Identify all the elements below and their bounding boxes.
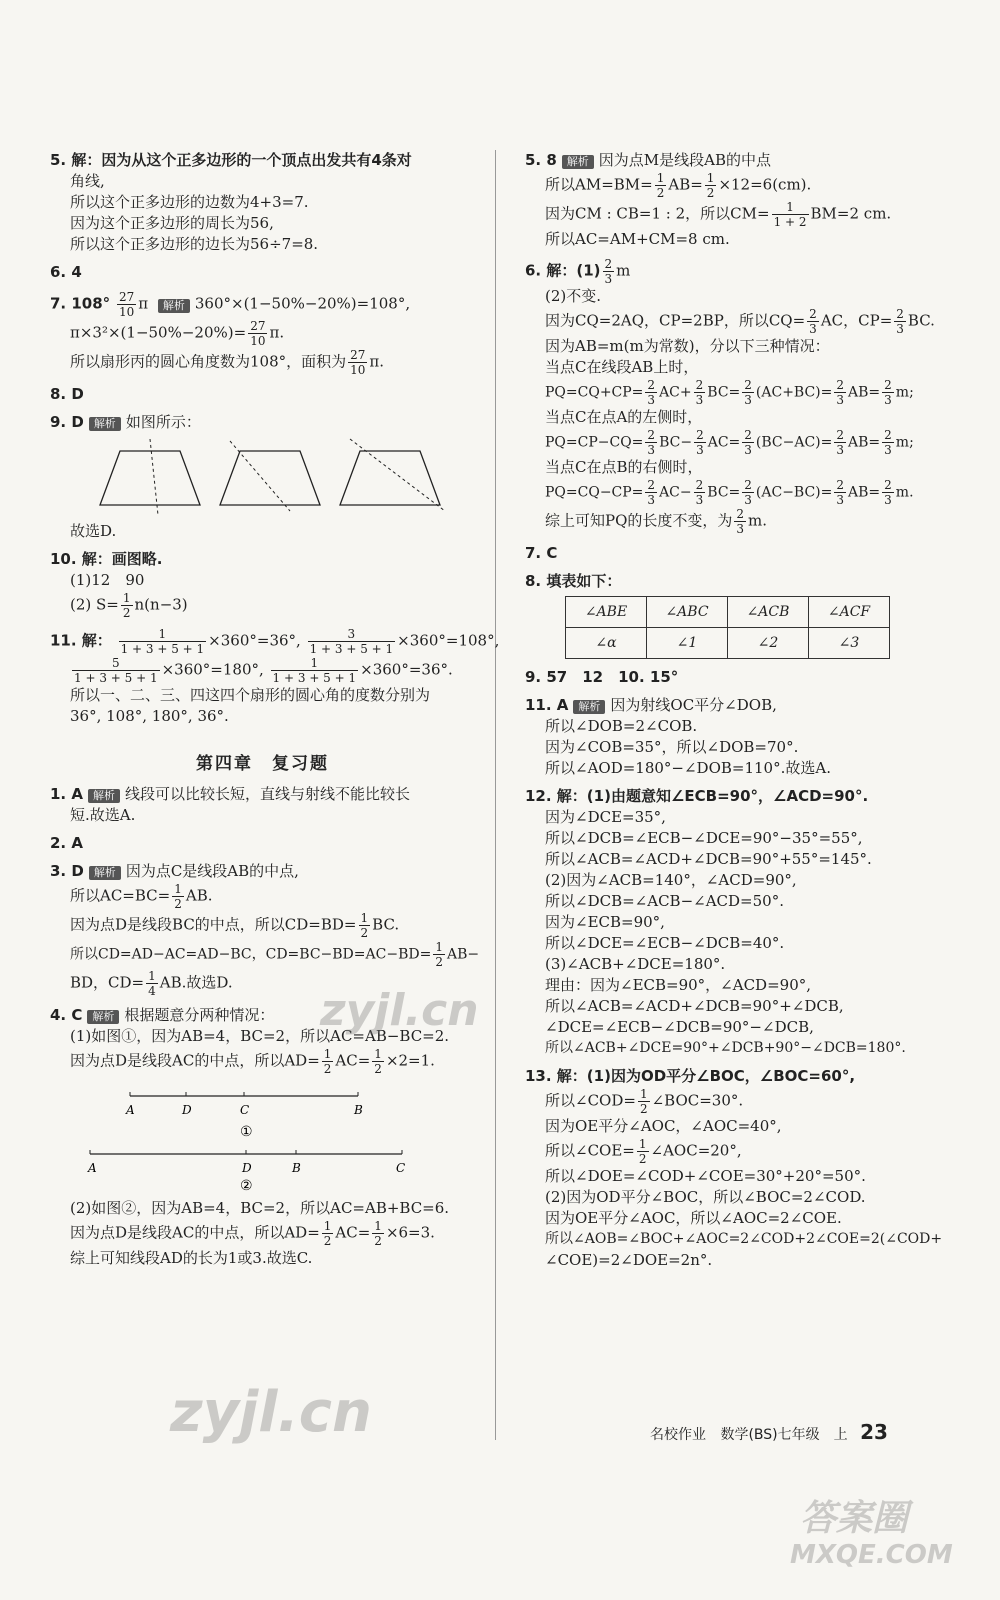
answer-11: 11. 解： $\frac{1}{1 + 3 + 5 + 1}$ ×360°=36°, $\frac{3}{1 + 3 + 5 + 1}$ ×360°=108°, $\frac{5}{1 + 3 + 5 + 1}$ ×360°=180°, $\frac{1}{1 + 3 + 5 + 1}$ ×360°=36°. 所以一、二、三、四这四个扇形的圆心角的度数分别为 36°, 108°, 180°, 36°. — [50, 627, 500, 725]
q5-line: 因为这个正多边形的周长为56, — [70, 214, 274, 232]
figure-number: ② — [240, 1178, 253, 1194]
point-label: B — [292, 1161, 301, 1175]
answer-7: 7. 108° $\frac{27}{10}$ π 解析 360°×(1−50%−20%)=108°, π×3²×(1−50%−20%)= $\frac{27}{10}$ π. 所以扇形丙的圆心角度数为108°，面积为 $\frac{27}{10}$ π. — [50, 290, 411, 377]
trapezoid-2 — [220, 451, 320, 505]
q5-line: 所以这个正多边形的边数为4+3=7. — [70, 193, 309, 211]
trapezoid-figures — [100, 437, 460, 517]
review-13: 13. 解：(1)因为OD平分∠BOC，∠BOC=60°, 所以∠COD= $\frac{1}{2}$ ∠BOC=30°. 因为OE平分∠AOC，∠AOC=40°, 所以∠COE= $\frac{1}{2}$ ∠AOC=20°, 所以∠DOE=∠COD+∠COE=30°+20°=50°. (2)因为OD平分∠BOC，所以∠BOC=2∠COD. 因为OE平分∠AOC，所以∠AOC=2∠COE. 所以∠AOB=∠BOC+∠AOC=2∠COD+2∠COE=2(∠COD+ ∠COE)=2∠DOE=2n°. — [525, 1067, 943, 1269]
q9-conclusion: 故选D. — [70, 522, 117, 540]
table-cell: ∠3 — [809, 628, 890, 659]
review-4: 4. C 解析 根据题意分两种情况： (1)如图①，因为AB=4，BC=2，所以AC=AB−BC=2. 因为点D是线段AC的中点，所以AD= $\frac{1}{2}$ AC= $\frac{1}{2}$ ×2=1. A D C B ① A D B C ② (2)如图②，因为AB=4，BC=2，所以AC=AB+BC=6. 因为点D是线段AC的中点，所以AD= $\frac{1}{2}$ AC= $\frac{1}{2}$ ×6=3. 综上可知线段AD的长为1或3.故选C. — [50, 1006, 450, 1267]
answer-10: 10. 解：画图略. (1)12 90 (2) S= $\frac{1}{2}$ n(n−3) — [50, 550, 188, 620]
review-9-10: 9. 57 12 10. 15° — [525, 668, 679, 686]
table-row — [566, 597, 890, 628]
table-cell: ∠1 — [647, 628, 728, 659]
review-5: 5. 8 解析 因为点M是线段AB的中点 所以AM=BM= $\frac{1}{2}$ AB= $\frac{1}{2}$ ×12=6(cm). 因为CM : CB=1 : 2，所以CM= $\frac{1}{1 + 2}$ BM=2 cm. 所以AC=AM+CM=8 cm. — [525, 151, 892, 248]
watermark: MXQE.COM — [790, 1540, 953, 1570]
analysis-tag: 解析 — [573, 700, 605, 714]
angle-table — [565, 596, 890, 659]
point-label: D — [182, 1103, 192, 1117]
point-label: A — [126, 1103, 135, 1117]
cut-line-3 — [350, 439, 445, 511]
figure-number: ① — [240, 1124, 253, 1140]
analysis-tag: 解析 — [562, 155, 594, 169]
point-label: A — [88, 1161, 97, 1175]
table-row — [566, 628, 890, 659]
point-label: D — [242, 1161, 252, 1175]
column-divider — [495, 150, 496, 1440]
table-cell: ∠2 — [728, 628, 809, 659]
table-cell: ∠ACF — [809, 597, 890, 628]
table-cell: ∠α — [566, 628, 647, 659]
point-label: B — [354, 1103, 363, 1117]
section-title: 第四章 复习题 — [196, 754, 329, 774]
analysis-tag: 解析 — [89, 417, 121, 431]
subject-label: 数学(BS)七年级 上 — [720, 1427, 848, 1443]
page-number: 23 — [860, 1420, 888, 1444]
analysis-tag: 解析 — [88, 789, 120, 803]
analysis-tag: 解析 — [87, 1010, 119, 1024]
segment-figures — [90, 1078, 450, 1198]
q5-line: 5. 解：因为从这个正多边形的一个顶点出发共有4条对 — [50, 151, 412, 169]
analysis-tag: 解析 — [158, 299, 190, 313]
review-7: 7. C — [525, 544, 558, 562]
answer-6: 6. 4 — [50, 263, 82, 281]
table-cell: ∠ABE — [566, 597, 647, 628]
q5-line: 角线, — [70, 172, 105, 190]
left-column — [50, 150, 500, 1276]
answer-8: 8. D — [50, 385, 84, 403]
q5-line: 所以这个正多边形的边长为56÷7=8. — [70, 235, 319, 253]
table-cell: ∠ACB — [728, 597, 809, 628]
brand-label: 名校作业 — [650, 1427, 706, 1443]
analysis-tag: 解析 — [89, 866, 121, 880]
trapezoid-3 — [340, 451, 440, 505]
watermark: 答案圈 — [800, 1498, 909, 1539]
review-8: 8. 填表如下： ∠ABE ∠ABC ∠ACB ∠ACF ∠α ∠1 ∠2 ∠3 — [525, 571, 955, 659]
right-column — [525, 150, 955, 1278]
table-cell: ∠ABC — [647, 597, 728, 628]
point-label: C — [396, 1161, 406, 1175]
review-6: 6. 解：(1) $\frac{2}{3}$ m (2)不变. 因为CQ=2AQ，CP=2BP，所以CQ= $\frac{2}{3}$ AC，CP= $\frac{2}{3}$ BC. 因为AB=m(m为常数)，分以下三种情况： 当点C在线段AB上时， PQ=CQ+CP= $\frac{2}{3}$ AC+ $\frac{2}{3}$ BC= $\frac{2}{3}$ (AC+BC)= $\frac{2}{3}$ AB= $\frac{2}{3}$ m; 当点C在点A的左侧时， PQ=CP−CQ= $\frac{2}{3}$ BC− $\frac{2}{3}$ AC= $\frac{2}{3}$ (BC−AC)= $\frac{2}{3}$ AB= $\frac{2}{3}$ m; 当点C在点B的右侧时， PQ=CQ−CP= $\frac{2}{3}$ AC− $\frac{2}{3}$ BC= $\frac{2}{3}$ (AC−BC)= $\frac{2}{3}$ AB= $\frac{2}{3}$ m. 综上可知PQ的长度不变，为 $\frac{2}{3}$ m. — [525, 257, 935, 536]
review-3: 3. D 解析 因为点C是线段AB的中点, 所以AC=BC= $\frac{1}{2}$ AB. 因为点D是线段BC的中点，所以CD=BD= $\frac{1}{2}$ BC. 所以CD=AD−AC=AD−BC，CD=BC−BD=AC−BD= $\frac{1}{2}$ AB− BD，CD= $\frac{1}{4}$ AB.故选D. — [50, 862, 480, 998]
review-2: 2. A — [50, 834, 83, 852]
page-footer — [650, 1420, 888, 1444]
review-1: 1. A 解析 线段可以比较长短，直线与射线不能比较长 短.故选A. — [50, 785, 410, 824]
answer-9: 9. D 解析 如图所示： 故选D. — [50, 412, 475, 542]
watermark: zyjl.cn — [320, 985, 479, 1036]
review-12: 12. 解：(1)由题意知∠ECB=90°，∠ACD=90°. 因为∠DCE=35°, 所以∠DCB=∠ECB−∠DCE=90°−35°=55°, 所以∠ACB=∠ACD+∠DCB=90°+55°=145°. (2)因为∠ACB=140°，∠ACD=90°, 所以∠DCB=∠ACB−∠ACD=50°. 因为∠ECB=90°, 所以∠DCE=∠ECB−∠DCB=40°. (3)∠ACB+∠DCE=180°. 理由：因为∠ECB=90°，∠ACD=90°, 所以∠ACB=∠ACD+∠DCB=90°+∠DCB, ∠DCE=∠ECB−∠DCB=90°−∠DCB, 所以∠ACB+∠DCE=90°+∠DCB+90°−∠DCB=180°. — [525, 787, 906, 1056]
answer-5 — [50, 150, 475, 255]
point-label: C — [240, 1103, 250, 1117]
trapezoid-1 — [100, 451, 200, 505]
watermark: zyjl.cn — [170, 1380, 372, 1445]
review-11: 11. A 解析 因为射线OC平分∠DOB, 所以∠DOB=2∠COB. 因为∠COB=35°，所以∠DOB=70°. 所以∠AOD=180°−∠DOB=110°.故选A. — [525, 696, 831, 777]
